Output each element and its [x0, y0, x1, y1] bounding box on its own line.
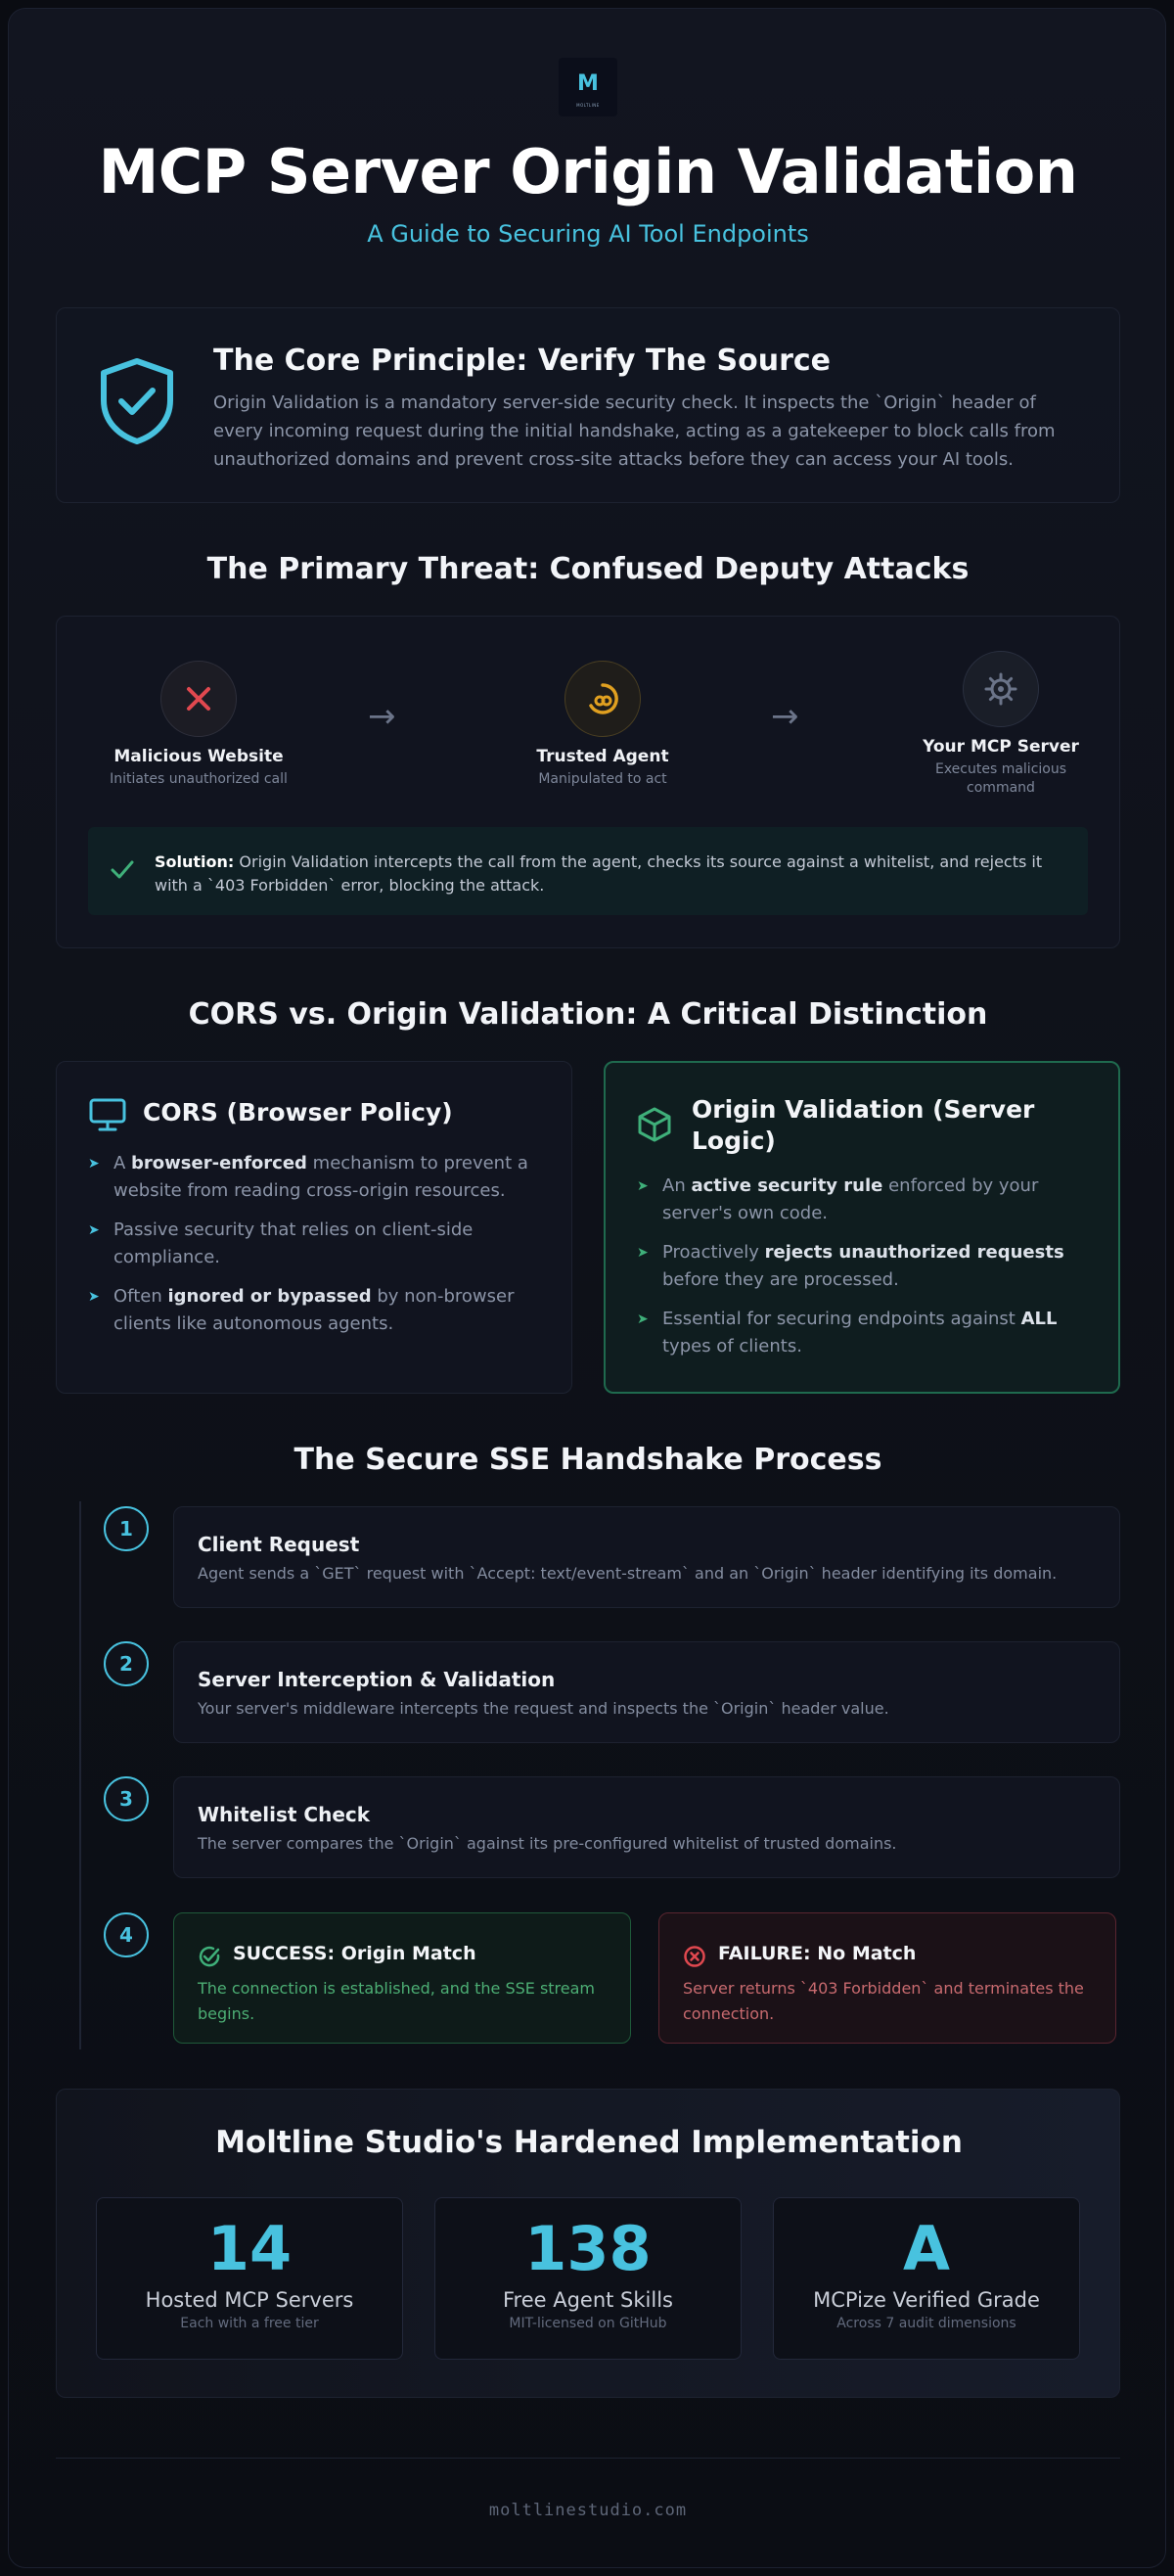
node-malicious-website: Malicious Website Initiates unauthorized call: [91, 661, 306, 789]
cors-card: [56, 1061, 572, 1394]
step-client-request: Client Request Agent sends a `GET` request with `Accept: text/event-stream` and an `Origin` header identifying its domain.: [173, 1506, 1120, 1608]
check-icon: [110, 856, 135, 882]
solution-callout: [88, 827, 1088, 915]
monitor-icon: [88, 1097, 127, 1132]
cube-icon: [637, 1106, 672, 1143]
origin-validation-bullets: [637, 1173, 1097, 1372]
origin-validation-title: Origin Validation (Server Logic): [692, 1095, 1035, 1155]
step-number: 3: [104, 1776, 149, 1821]
stat-hosted-servers: 14 Hosted MCP Servers Each with a free tier: [96, 2197, 403, 2360]
step-number: 4: [104, 1912, 149, 1957]
list-item: ➤ Essential for securing endpoints against ALL types of clients.: [637, 1309, 1058, 1357]
node-mcp-server: Your MCP Server Executes malicious command: [893, 651, 1108, 798]
timeline-line: [79, 1501, 81, 2049]
compare-section-title: CORS vs. Origin Validation: A Critical Distinction: [188, 997, 988, 1032]
stat-verified-grade: A MCPize Verified Grade Across 7 audit dimensions: [773, 2197, 1080, 2360]
success-card: SUCCESS: Origin Match The connection is established, and the SSE stream begins.: [173, 1912, 631, 2044]
link-icon: [564, 661, 641, 737]
x-circle-icon: [683, 1945, 706, 1968]
moltline-logo: M MOLTLINE: [559, 58, 617, 116]
footer-url[interactable]: moltlinestudio.com: [488, 2501, 688, 2520]
core-body: Origin Validation is a mandatory server-side security check. It inspects the `Origin` header of every incoming request during the initial handshake, acting as a gatekeeper to block calls from unauthorized domains and prevent cross-site attacks before they can access your AI tools.: [213, 392, 1056, 470]
core-title: The Core Principle: Verify The Source: [213, 344, 832, 378]
gear-icon: [963, 651, 1039, 727]
arrow-right-icon: →: [368, 697, 396, 736]
node-trusted-agent: Trusted Agent Manipulated to act: [495, 661, 710, 789]
cors-title: CORS (Browser Policy): [143, 1098, 453, 1127]
step-number: 2: [104, 1641, 149, 1686]
list-item: ➤ Passive security that relies on client-side compliance.: [88, 1219, 474, 1267]
step-number: 1: [104, 1506, 149, 1551]
list-item: ➤ An active security rule enforced by your server's own code.: [637, 1175, 1039, 1223]
check-circle-icon: [198, 1945, 221, 1968]
stat-agent-skills: 138 Free Agent Skills MIT-licensed on GitHub: [434, 2197, 742, 2360]
shield-check-icon: [98, 357, 176, 445]
footer-divider: [56, 2458, 1120, 2459]
core-principle-card: [56, 307, 1120, 503]
list-item: ➤ A browser-enforced mechanism to prevent a website from reading cross-origin resources.: [88, 1153, 528, 1201]
stats-title: Moltline Studio's Hardened Implementation: [215, 2125, 963, 2160]
x-icon: [160, 661, 237, 737]
list-item: ➤ Proactively rejects unauthorized requests before they are processed.: [637, 1242, 1064, 1290]
step-whitelist-check: Whitelist Check The server compares the `Origin` against its pre-configured whitelist of trusted domains.: [173, 1776, 1120, 1878]
page-title: MCP Server Origin Validation: [98, 136, 1078, 207]
page-subtitle: A Guide to Securing AI Tool Endpoints: [367, 220, 809, 248]
page-frame: [8, 8, 1166, 2568]
failure-card: FAILURE: No Match Server returns `403 Forbidden` and terminates the connection.: [658, 1912, 1116, 2044]
handshake-section-title: The Secure SSE Handshake Process: [294, 1443, 882, 1477]
step-server-interception: Server Interception & Validation Your server's middleware intercepts the request and inspects the `Origin` header value.: [173, 1641, 1120, 1743]
list-item: ➤ Often ignored or bypassed by non-browser clients like autonomous agents.: [88, 1286, 515, 1334]
arrow-right-icon: →: [771, 697, 799, 736]
threat-section-title: The Primary Threat: Confused Deputy Attacks: [206, 552, 970, 586]
implementation-stats-panel: [56, 2089, 1120, 2398]
threat-card: [56, 616, 1120, 948]
cors-bullets: [88, 1150, 548, 1350]
origin-validation-card: [604, 1061, 1120, 1394]
solution-text: Solution: Origin Validation intercepts the call from the agent, checks its source against a whitelist, and rejects it with a `403 Forbidden` error, blocking the attack.: [155, 852, 1043, 895]
